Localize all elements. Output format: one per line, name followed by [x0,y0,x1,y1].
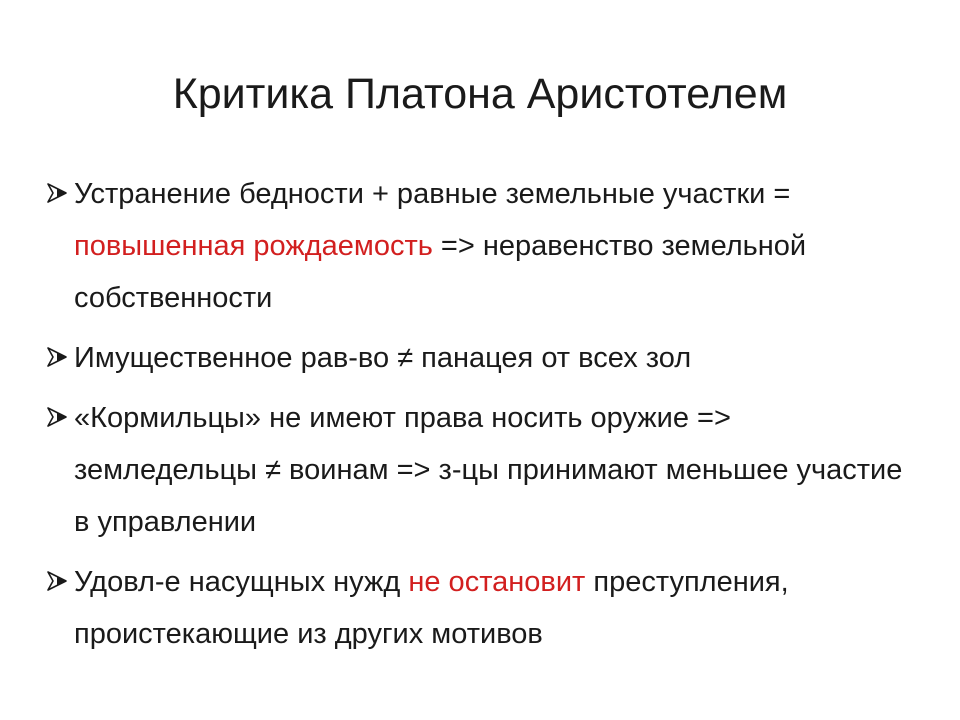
bullet-highlight: не остановит [408,566,586,598]
arrow-bullet-icon [46,570,68,592]
bullet-highlight: повышенная рождаемость [74,230,433,262]
bullet-text-part: Имущественное рав-во ≠ панацея от всех зол [74,342,692,374]
bullet-list [46,168,916,668]
arrow-bullet-icon [46,346,68,368]
bullet-item [46,168,916,324]
bullet-text-part: Удовл-е насущных нужд [74,566,409,598]
bullet-item [46,556,916,660]
bullet-text-part: преступления, проистекающие из других мотивов [74,566,789,650]
bullet-item [46,332,916,384]
arrow-bullet-icon [46,406,68,428]
bullet-text-part: => неравенство земельной собственности [74,230,807,314]
arrow-bullet-icon [46,182,68,204]
bullet-item [46,392,916,548]
bullet-text-part: Устранение бедности + равные земельные участки = [74,178,791,210]
bullet-text-part: «Кормильцы» не имеют права носить оружие => земледельцы ≠ воинам => з-цы принимают меньшее участие в управлении [74,402,903,538]
slide-title: Критика Платона Аристотелем [172,70,788,118]
